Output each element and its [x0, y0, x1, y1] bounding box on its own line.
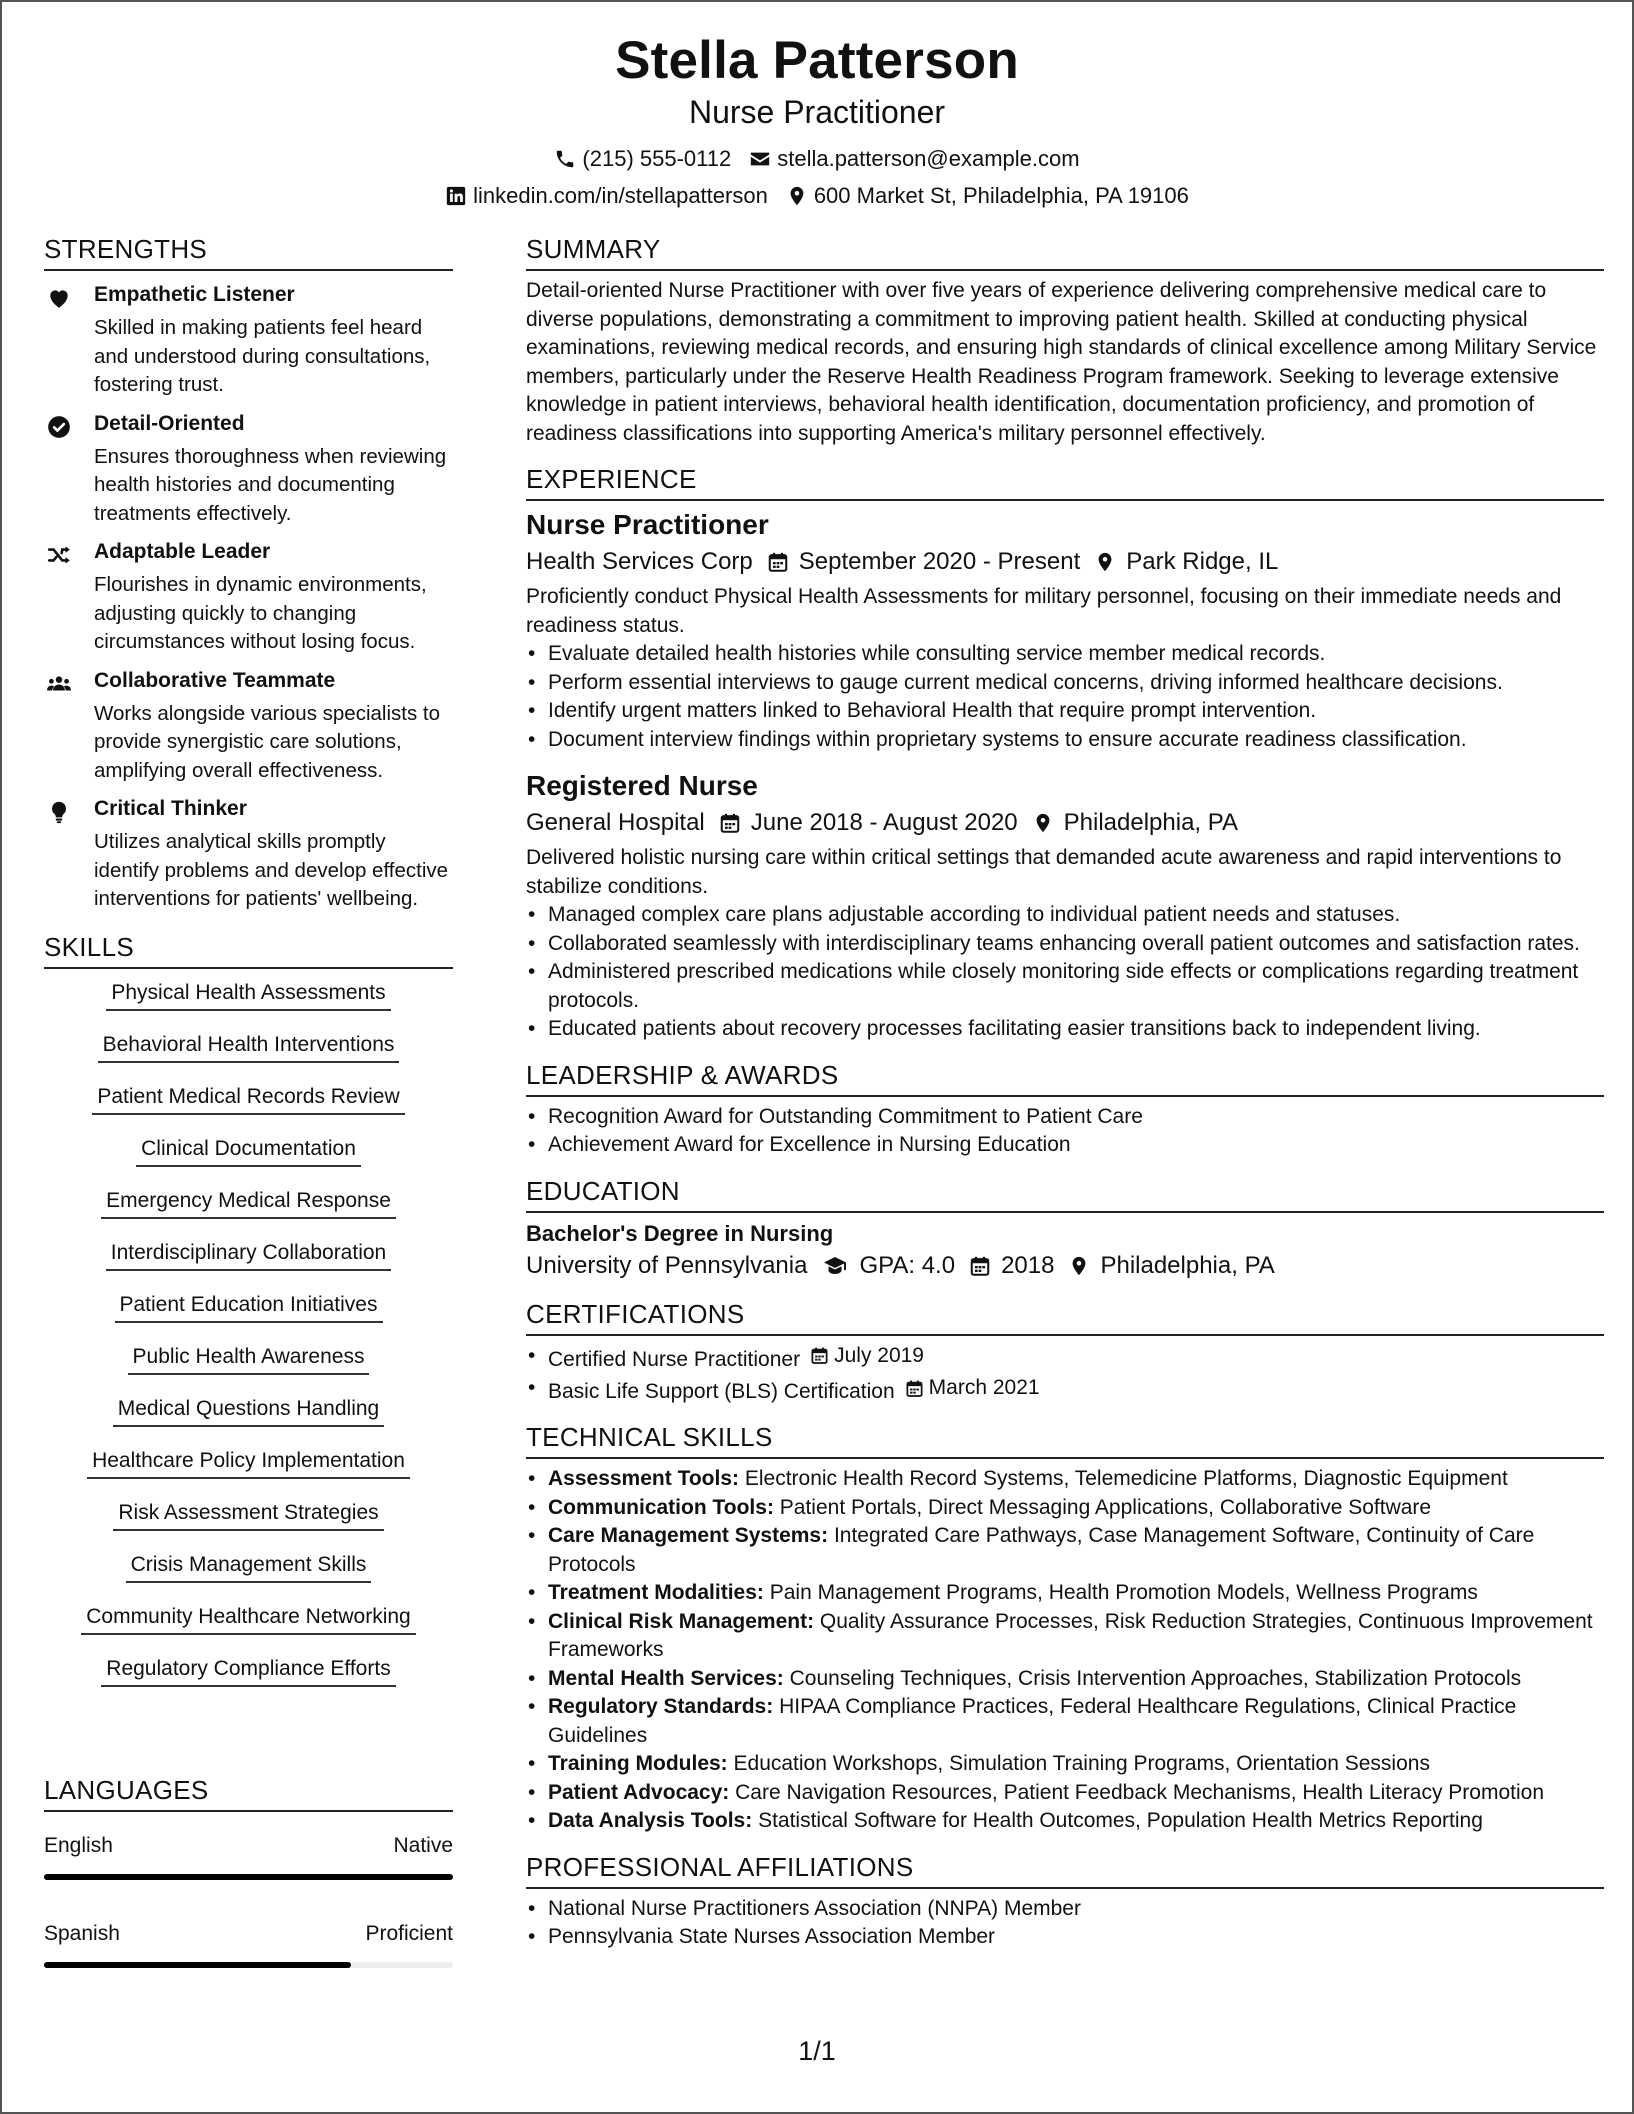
- map-pin-icon: [1032, 812, 1054, 834]
- skill-tag: Risk Assessment Strategies: [113, 1499, 383, 1531]
- language-level: Proficient: [365, 1921, 453, 1945]
- address-contact: [786, 181, 1189, 211]
- experience-heading: EXPERIENCE: [526, 462, 1604, 501]
- strength-item: [44, 667, 453, 786]
- strength-desc: Works alongside various specialists to provide synergistic care solutions, amplifying overall effectiveness.: [94, 701, 440, 782]
- graduation-cap-icon: [821, 1254, 849, 1278]
- job-location: Philadelphia, PA: [1063, 809, 1238, 836]
- tech-skill-label: Clinical Risk Management:: [548, 1609, 815, 1633]
- education-location: Philadelphia, PA: [1100, 1251, 1275, 1279]
- email-contact[interactable]: [749, 144, 1079, 174]
- job-bullet: • Educated patients about recovery processes facilitating easier transitions back to independent living.: [526, 1015, 1604, 1044]
- linkedin-text[interactable]: linkedin.com/in/stellapatterson: [473, 183, 768, 208]
- language-name: Spanish: [44, 1921, 120, 1945]
- calendar-icon: [905, 1379, 924, 1398]
- tech-skill-text: Patient Portals, Direct Messaging Applications, Collaborative Software: [779, 1495, 1432, 1519]
- heart-icon: [46, 285, 72, 311]
- technical-skills-heading: TECHNICAL SKILLS: [526, 1420, 1604, 1459]
- job-bullet: • Evaluate detailed health histories while consulting service member medical records.: [526, 640, 1604, 669]
- affiliations-heading: PROFESSIONAL AFFILIATIONS: [526, 1850, 1604, 1889]
- strength-desc: Flourishes in dynamic environments, adjusting quickly to changing circumstances without losing focus.: [94, 573, 427, 653]
- job-bullets: [526, 640, 1604, 754]
- tech-skill-label: Patient Advocacy:: [548, 1780, 730, 1804]
- job-bullets: [526, 901, 1604, 1044]
- tech-skill-item: [526, 1522, 1604, 1579]
- tech-skill-item: [526, 1579, 1604, 1608]
- strength-title: Collaborative Teammate: [94, 668, 336, 692]
- education-year: 2018: [1001, 1251, 1055, 1279]
- language-proficiency-fill: [44, 1962, 351, 1968]
- calendar-icon: [810, 1346, 829, 1365]
- education-gpa: GPA: 4.0: [859, 1251, 956, 1279]
- language-name: English: [44, 1833, 113, 1857]
- job-bullet: • Perform essential interviews to gauge current medical concerns, driving informed healthcare decisions.: [526, 669, 1604, 698]
- education-meta: [526, 1249, 1604, 1283]
- job-meta: [526, 545, 1604, 579]
- calendar-icon: [767, 551, 789, 573]
- language-proficiency-fill: [44, 1874, 453, 1880]
- phone-text: (215) 555-0112: [582, 146, 732, 171]
- phone-contact: [554, 144, 731, 174]
- skill-tag: Behavioral Health Interventions: [98, 1031, 400, 1063]
- map-pin-icon: [1068, 1255, 1090, 1277]
- tech-skill-label: Care Management Systems:: [548, 1524, 829, 1547]
- skill-tag: Physical Health Assessments: [106, 979, 390, 1011]
- job-bullet: • Managed complex care plans adjustable according to individual patient needs and statuses.: [526, 901, 1604, 930]
- tech-skill-label: Mental Health Services:: [548, 1666, 784, 1690]
- tech-skill-item: [526, 1608, 1604, 1665]
- languages-heading: LANGUAGES: [44, 1773, 453, 1812]
- skill-tag: Regulatory Compliance Efforts: [101, 1655, 395, 1687]
- skills-list: [44, 979, 453, 1707]
- tech-skill-text: Education Workshops, Simulation Training Programs, Orientation Sessions: [733, 1752, 1430, 1775]
- contact-row-1: [2, 144, 1632, 174]
- strength-desc: Skilled in making patients feel heard and understood during consultations, fostering trust.: [94, 316, 431, 396]
- tech-skill-label: Assessment Tools:: [548, 1467, 739, 1490]
- language-proficiency-bar: [44, 1962, 453, 1968]
- candidate-title: Nurse Practitioner: [688, 94, 946, 130]
- tech-skill-label: Treatment Modalities:: [548, 1581, 764, 1604]
- skill-tag: Public Health Awareness: [128, 1343, 370, 1375]
- tech-skill-text: Counseling Techniques, Crisis Intervention Approaches, Stabilization Protocols: [789, 1666, 1522, 1690]
- tech-skill-text: Electronic Health Record Systems, Telemedicine Platforms, Diagnostic Equipment: [744, 1467, 1508, 1490]
- award-item: • Recognition Award for Outstanding Commitment to Patient Care: [526, 1103, 1604, 1132]
- tech-skill-item: [526, 1807, 1604, 1836]
- job-dates: September 2020 - Present: [798, 548, 1081, 575]
- tech-skill-label: Communication Tools:: [548, 1495, 774, 1519]
- job-dates: June 2018 - August 2020: [750, 809, 1018, 836]
- job-description: Delivered holistic nursing care within critical settings that demanded acute awareness and rapid interventions to stabilize conditions.: [526, 846, 1562, 898]
- tech-skill-label: Training Modules:: [548, 1752, 728, 1775]
- affiliation-item: • National Nurse Practitioners Association (NNPA) Member: [526, 1895, 1604, 1924]
- skill-tag: Crisis Management Skills: [126, 1551, 372, 1583]
- check-circle-icon: [46, 414, 72, 440]
- skills-section: [44, 930, 453, 1707]
- job-bullet: • Collaborated seamlessly with interdisciplinary teams enhancing overall patient outcomes and satisfaction rates.: [526, 930, 1604, 959]
- certification-date: March 2021: [928, 1375, 1040, 1399]
- job-meta: [526, 806, 1604, 840]
- strength-title: Empathetic Listener: [94, 283, 295, 306]
- contact-row-2: [2, 181, 1632, 211]
- linkedin-contact[interactable]: [445, 181, 768, 211]
- tech-skill-text: Statistical Software for Health Outcomes, Population Health Metrics Reporting: [758, 1809, 1483, 1832]
- job-bullet: • Identify urgent matters linked to Behavioral Health that require prompt intervention.: [526, 697, 1604, 726]
- calendar-icon: [969, 1255, 991, 1277]
- tech-skill-text: Pain Management Programs, Health Promotion Models, Wellness Programs: [769, 1581, 1478, 1604]
- education-section: [526, 1174, 1604, 1283]
- language-item: [44, 1832, 453, 1880]
- email-text[interactable]: stella.patterson@example.com: [777, 146, 1080, 171]
- lightbulb-icon: [46, 799, 72, 825]
- strengths-heading: STRENGTHS: [44, 232, 453, 271]
- skill-tag: Patient Education Initiatives: [115, 1291, 383, 1323]
- job-description: Proficiently conduct Physical Health Assessments for military personnel, focusing on their immediate needs and readiness status.: [526, 585, 1562, 637]
- job-company: Health Services Corp: [526, 548, 753, 575]
- award-item: • Achievement Award for Excellence in Nursing Education: [526, 1131, 1604, 1160]
- tech-skill-item: [526, 1693, 1604, 1750]
- tech-skill-text: HIPAA Compliance Practices, Federal Healthcare Regulations, Clinical Practice Guidelines: [548, 1695, 1517, 1747]
- tech-skill-text: Integrated Care Pathways, Case Management Software, Continuity of Care Protocols: [548, 1524, 1535, 1576]
- tech-skill-item: [526, 1750, 1604, 1779]
- left-column: [44, 232, 453, 1968]
- tech-skill-item: [526, 1779, 1604, 1808]
- address-text: 600 Market St, Philadelphia, PA 19106: [813, 183, 1189, 208]
- skill-tag: Medical Questions Handling: [113, 1395, 384, 1427]
- strength-desc: Utilizes analytical skills promptly identify problems and develop effective interventions for patients' wellbeing.: [94, 830, 449, 910]
- strength-item: [44, 795, 453, 914]
- tech-skill-text: Care Navigation Resources, Patient Feedback Mechanisms, Health Literacy Promotion: [735, 1780, 1545, 1804]
- strength-item: [44, 281, 453, 400]
- affiliations-section: [526, 1850, 1604, 1952]
- job-location: Park Ridge, IL: [1126, 548, 1279, 575]
- skill-tag: Interdisciplinary Collaboration: [106, 1239, 391, 1271]
- linkedin-icon: [445, 185, 467, 207]
- awards-section: [526, 1058, 1604, 1160]
- language-level: Native: [393, 1833, 453, 1857]
- certification-name: Basic Life Support (BLS) Certification: [548, 1379, 895, 1403]
- tech-skill-label: Regulatory Standards:: [548, 1695, 774, 1718]
- calendar-icon: [719, 812, 741, 834]
- strengths-section: [44, 232, 453, 914]
- certifications-heading: CERTIFICATIONS: [526, 1297, 1604, 1336]
- technical-skills-section: [526, 1420, 1604, 1836]
- strength-title: Critical Thinker: [94, 797, 247, 820]
- summary-heading: SUMMARY: [526, 232, 1604, 271]
- strength-title: Adaptable Leader: [94, 540, 271, 563]
- affiliation-item: • Pennsylvania State Nurses Association Member: [526, 1923, 1604, 1952]
- envelope-icon: [749, 148, 771, 170]
- skills-heading: SKILLS: [44, 930, 453, 969]
- job-title: Registered Nurse: [526, 770, 758, 801]
- tech-skill-label: Data Analysis Tools:: [548, 1809, 753, 1832]
- tech-skill-item: [526, 1494, 1604, 1523]
- education-heading: EDUCATION: [526, 1174, 1604, 1213]
- job-entry: [526, 507, 1604, 754]
- strength-item: [44, 410, 453, 529]
- education-school: University of Pennsylvania: [526, 1251, 808, 1279]
- tech-skill-text: Quality Assurance Processes, Risk Reduction Strategies, Continuous Improvement Frameworks: [548, 1609, 1593, 1661]
- candidate-name: Stella Patterson: [615, 31, 1019, 90]
- certification-name: Certified Nurse Practitioner: [548, 1347, 801, 1371]
- right-column: [526, 232, 1604, 1966]
- experience-section: [526, 462, 1604, 1044]
- language-proficiency-bar: [44, 1874, 453, 1880]
- strength-item: [44, 538, 453, 657]
- job-company: General Hospital: [526, 809, 705, 836]
- education-degree: Bachelor's Degree in Nursing: [526, 1220, 834, 1246]
- page-number: 1/1: [798, 2036, 836, 2066]
- summary-section: [526, 232, 1604, 448]
- certification-date: July 2019: [834, 1343, 924, 1367]
- skill-tag: Healthcare Policy Implementation: [87, 1447, 410, 1479]
- job-title: Nurse Practitioner: [526, 509, 769, 540]
- certifications-section: [526, 1297, 1604, 1407]
- users-icon: [46, 671, 72, 697]
- strength-desc: Ensures thoroughness when reviewing health histories and documenting treatments effectively.: [94, 444, 447, 525]
- map-pin-icon: [1094, 551, 1116, 573]
- shuffle-icon: [46, 542, 72, 568]
- job-bullet: • Administered prescribed medications while closely monitoring side effects or complications regarding treatment protocols.: [526, 958, 1604, 1015]
- strength-title: Detail-Oriented: [94, 411, 245, 435]
- phone-icon: [554, 148, 576, 170]
- tech-skill-item: [526, 1465, 1604, 1494]
- certification-item: [526, 1342, 1604, 1374]
- certification-item: [526, 1374, 1604, 1406]
- awards-heading: LEADERSHIP & AWARDS: [526, 1058, 1604, 1097]
- tech-skill-item: [526, 1665, 1604, 1694]
- summary-text: Detail-oriented Nurse Practitioner with over five years of experience delivering comprehensive medical care to diverse populations, demonstrating a commitment to improving patient health. Skilled at conducting physical examinations, reviewing medical records, and ensuring high standards of clinical excellence among Military Service members, particularly under the Reserve Health Readiness Program framework. Seeking to leverage extensive knowledge in patient interviews, behavioral health identification, documentation proficiency, and promotion of readiness classifications into supporting America's military personnel effectively.: [526, 279, 1597, 445]
- skill-tag: Patient Medical Records Review: [92, 1083, 404, 1115]
- map-pin-icon: [786, 185, 808, 207]
- resume-header: [2, 28, 1632, 211]
- languages-section: [44, 1773, 453, 1968]
- skill-tag: Emergency Medical Response: [101, 1187, 396, 1219]
- language-item: [44, 1920, 453, 1968]
- job-entry: [526, 768, 1604, 1044]
- skill-tag: Community Healthcare Networking: [81, 1603, 415, 1635]
- job-bullet: • Document interview findings within proprietary systems to ensure accurate readiness classification.: [526, 726, 1604, 755]
- strengths-list: [44, 281, 453, 914]
- skill-tag: Clinical Documentation: [136, 1135, 361, 1167]
